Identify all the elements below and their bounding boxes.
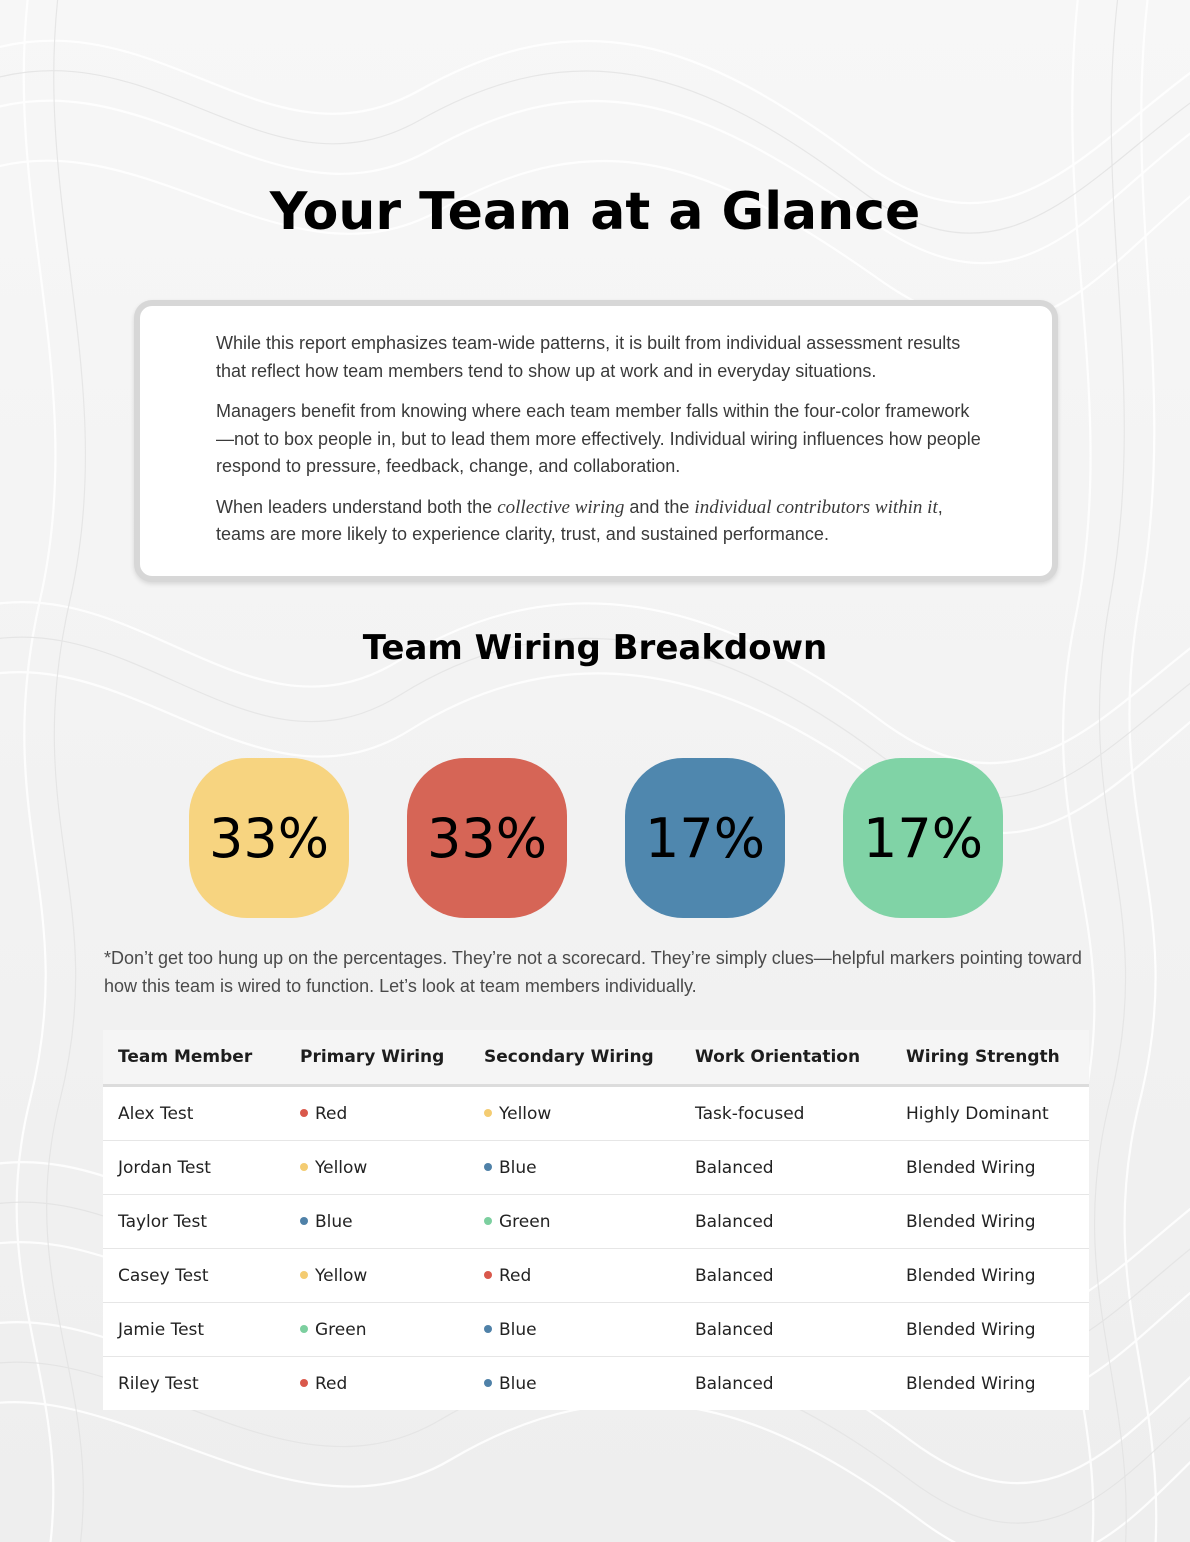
table-row (103, 1303, 1089, 1357)
header-primary-wiring: Primary Wiring (285, 1030, 469, 1086)
cell-secondary-wiring (469, 1195, 680, 1249)
emphasis-individual-contributors: individual contributors within it (694, 496, 938, 518)
header-work-orientation: Work Orientation (680, 1030, 891, 1086)
stat-value-green: 17% (862, 806, 984, 870)
cell-primary-wiring (285, 1195, 469, 1249)
cell-team-member: Jamie Test (103, 1303, 285, 1357)
cell-work-orientation: Balanced (680, 1249, 891, 1303)
cell-primary-wiring (285, 1141, 469, 1195)
table-row (103, 1195, 1089, 1249)
wiring-dot-icon (300, 1379, 308, 1387)
wiring-label: Blue (499, 1373, 537, 1394)
intro-text: When leaders understand both the (216, 496, 498, 517)
cell-work-orientation: Task-focused (680, 1086, 891, 1141)
stat-value-blue: 17% (644, 806, 766, 870)
wiring-label: Blue (315, 1211, 353, 1232)
wiring-dot-icon (484, 1217, 492, 1225)
stat-tile-yellow (189, 758, 349, 918)
wiring-label: Green (499, 1211, 551, 1232)
wiring-label: Blue (499, 1157, 537, 1178)
header-secondary-wiring: Secondary Wiring (469, 1030, 680, 1086)
team-table-body (103, 1086, 1089, 1411)
header-team-member: Team Member (103, 1030, 285, 1086)
cell-wiring-strength: Blended Wiring (891, 1249, 1089, 1303)
wiring-dot-icon (484, 1271, 492, 1279)
cell-secondary-wiring (469, 1303, 680, 1357)
wiring-label: Green (315, 1319, 367, 1340)
wiring-label: Yellow (315, 1157, 368, 1178)
page-title: Your Team at a Glance (269, 182, 921, 242)
wiring-label: Red (499, 1265, 532, 1286)
wiring-dot-icon (300, 1271, 308, 1279)
cell-work-orientation: Balanced (680, 1195, 891, 1249)
wiring-dot-icon (484, 1109, 492, 1117)
wiring-label: Blue (499, 1319, 537, 1340)
cell-wiring-strength: Blended Wiring (891, 1303, 1089, 1357)
cell-primary-wiring (285, 1249, 469, 1303)
cell-wiring-strength: Blended Wiring (906, 1373, 1036, 1394)
wiring-dot-icon (484, 1379, 492, 1387)
wiring-dot-icon (484, 1325, 492, 1333)
wiring-label: Red (315, 1373, 348, 1394)
emphasis-collective-wiring: collective wiring (497, 496, 625, 518)
cell-team-member: Jordan Test (103, 1141, 285, 1195)
wiring-dot-icon (300, 1325, 308, 1333)
wiring-label: Red (315, 1103, 348, 1124)
cell-work-orientation: Balanced (680, 1141, 891, 1195)
intro-text: and the (624, 496, 695, 517)
cell-team-member: Casey Test (103, 1249, 285, 1303)
cell-wiring-strength: Highly Dominant (891, 1086, 1089, 1141)
cell-secondary-wiring (469, 1249, 680, 1303)
cell-work-orientation: Balanced (680, 1303, 891, 1357)
stat-value-red: 33% (426, 806, 548, 870)
percentages-footnote: *Don’t get too hung up on the percentages. They’re not a scorecard. They’re simply clues—helpful markers pointing toward how this team is wired to function. Let’s look at team members individually. (104, 948, 1082, 996)
wiring-dot-icon (300, 1163, 308, 1171)
intro-paragraph-1: While this report emphasizes team-wide patterns, it is built from individual assessment results that reflect how team members tend to show up at work and in everyday situations. (216, 333, 961, 381)
table-row (103, 1357, 1089, 1411)
wiring-dot-icon (300, 1109, 308, 1117)
cell-secondary-wiring (469, 1357, 680, 1411)
table-row (103, 1141, 1089, 1195)
wiring-label: Yellow (499, 1103, 552, 1124)
stat-tile-red (407, 758, 567, 918)
team-table (103, 1030, 1089, 1410)
table-header-row (103, 1030, 1089, 1086)
wiring-dot-icon (484, 1163, 492, 1171)
cell-team-member: Alex Test (103, 1086, 285, 1141)
wiring-dot-icon (300, 1217, 308, 1225)
table-row (103, 1249, 1089, 1303)
intro-paragraph-2: Managers benefit from knowing where each team member falls within the four-color framework—not to box people in, but to lead them more effectively. Individual wiring influences how people respond to pressure, feedback, change, and collaboration. (216, 401, 981, 476)
table-row (103, 1086, 1089, 1141)
intro-card (134, 300, 1058, 582)
stat-value-yellow: 33% (208, 806, 330, 870)
intro-paragraph-3 (216, 494, 982, 549)
cell-wiring-strength: Blended Wiring (891, 1195, 1089, 1249)
cell-work-orientation: Balanced (695, 1373, 774, 1394)
cell-wiring-strength: Blended Wiring (891, 1141, 1089, 1195)
breakdown-title: Team Wiring Breakdown (362, 628, 828, 668)
intro-text: , teams are more likely to experience clarity, trust, and sustained performance. (216, 496, 943, 544)
cell-team-member: Taylor Test (103, 1195, 285, 1249)
stat-tile-blue (625, 758, 785, 918)
cell-secondary-wiring (469, 1141, 680, 1195)
cell-primary-wiring (285, 1086, 469, 1141)
stat-tile-green (843, 758, 1003, 918)
cell-primary-wiring (285, 1303, 469, 1357)
cell-secondary-wiring (469, 1086, 680, 1141)
cell-primary-wiring (285, 1357, 469, 1411)
cell-team-member: Riley Test (118, 1373, 199, 1394)
wiring-label: Yellow (315, 1265, 368, 1286)
header-wiring-strength: Wiring Strength (891, 1030, 1089, 1086)
